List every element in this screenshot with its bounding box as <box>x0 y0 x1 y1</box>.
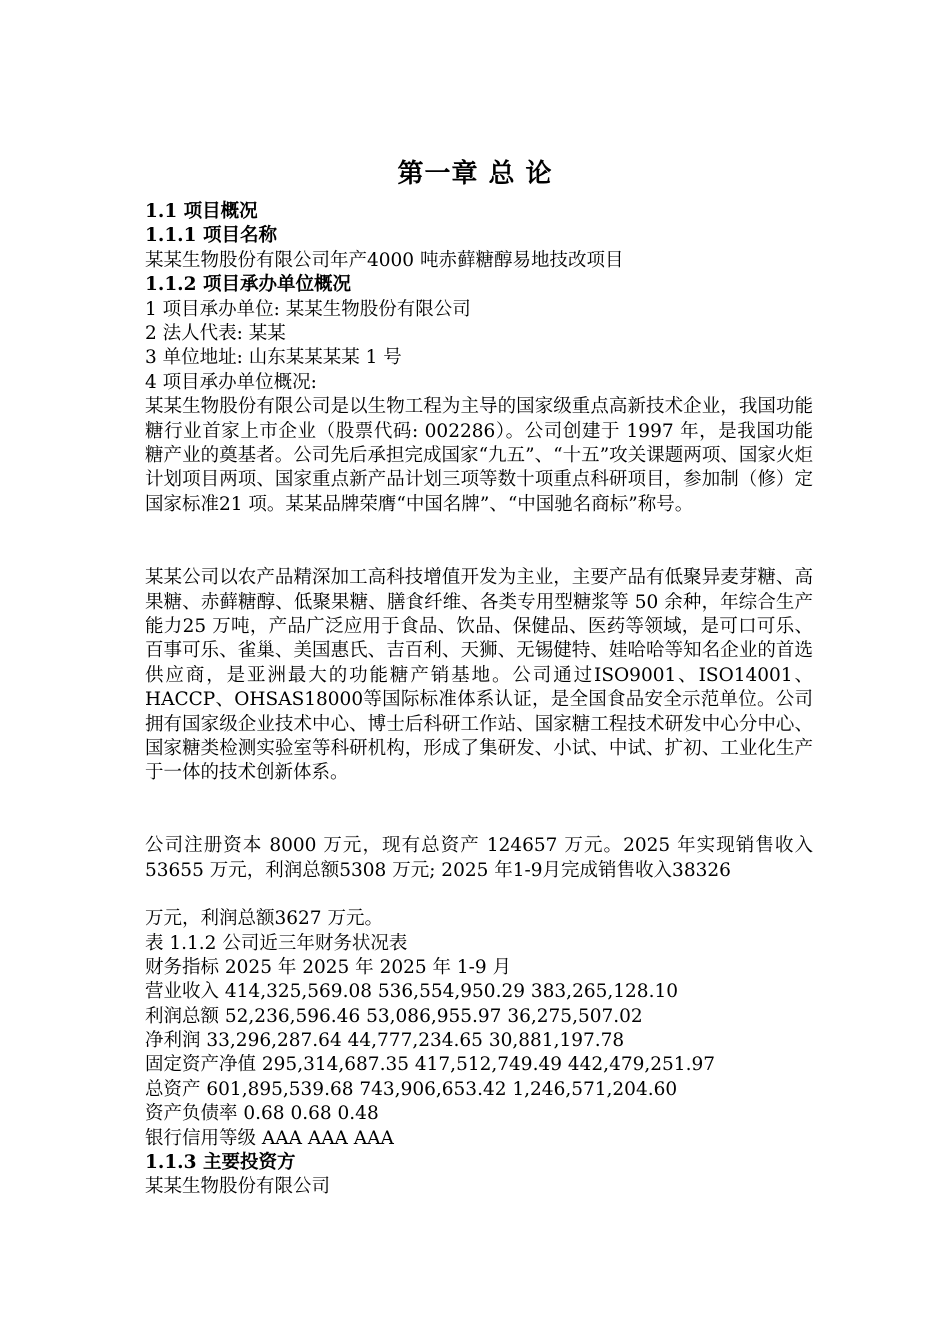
company-intro-paragraph: 某某生物股份有限公司是以生物工程为主导的国家级重点高新技术企业，我国功能糖行业首家上市企业（股票代码: 002286）。公司创建于 1997 年，是我国功能糖产业的奠基者。公司先后承担完成国家“九五”、“十五”攻关课题两项、国家火炬计划项目两项、国家重点新产品计划三项等数十项重点科研项目，参加制（修）定国家标准21 项。某某品牌荣膺“中国名牌”、“中国驰名商标”称号。 <box>145 396 813 515</box>
company-business-paragraph-wrap <box>145 566 813 834</box>
list-item: 2 法人代表: 某某 <box>145 322 286 344</box>
company-finance-paragraph-cont: 万元，利润总额3627 万元。 <box>145 908 383 930</box>
table-row: 营业收入 414,325,569.08 536,554,950.29 383,265,128.10 <box>145 981 678 1003</box>
company-intro-paragraph-wrap <box>145 395 813 566</box>
list-item: 4 项目承办单位概况: <box>145 371 317 393</box>
table-row: 资产负债率 0.68 0.68 0.48 <box>145 1103 379 1125</box>
section-1-1-heading: 1.1 项目概况 <box>145 201 258 222</box>
section-1-1-1-heading: 1.1.1 项目名称 <box>145 225 277 247</box>
finance-table-caption: 表 1.1.2 公司近三年财务状况表 <box>145 932 408 954</box>
finance-table-header: 财务指标 2025 年 2025 年 2025 年 1-9 月 <box>145 956 512 978</box>
section-1-1-3-heading: 1.1.3 主要投资方 <box>145 1152 296 1174</box>
table-row: 银行信用等级 AAA AAA AAA <box>145 1127 394 1149</box>
section-1-1-2-heading: 1.1.2 项目承办单位概况 <box>145 274 351 296</box>
main-investor-text: 某某生物股份有限公司 <box>145 1176 331 1198</box>
table-row: 固定资产净值 295,314,687.35 417,512,749.49 442,479,251.97 <box>145 1054 715 1076</box>
table-row: 总资产 601,895,539.68 743,906,653.42 1,246,571,204.60 <box>145 1078 678 1100</box>
project-name-text: 某某生物股份有限公司年产4000 吨赤藓糖醇易地技改项目 <box>145 249 624 271</box>
table-row: 利润总额 52,236,596.46 53,086,955.97 36,275,507.02 <box>145 1005 643 1027</box>
list-item: 3 单位地址: 山东某某某某 1 号 <box>145 347 402 369</box>
chapter-title: 第一章 总 论 <box>397 159 553 189</box>
company-finance-paragraph-wrap <box>145 834 813 907</box>
company-finance-paragraph: 公司注册资本 8000 万元，现有总资产 124657 万元。2025 年实现销售收入53655 万元，利润总额5308 万元; 2025 年1-9月完成销售收入38326 <box>145 835 813 881</box>
document-body <box>145 200 813 1200</box>
company-business-paragraph: 某某公司以农产品精深加工高科技增值开发为主业，主要产品有低聚异麦芽糖、高果糖、赤藓糖醇、低聚果糖、膳食纤维、各类专用型糖浆等 50 余种，年综合生产能力25 万吨，产品广泛应用于食品、饮品、保健品、医药等领域，是可口可乐、百事可乐、雀巢、美国惠氏、吉百利、天狮、无锡健特、娃哈哈等知名企业的首选供应商，是亚洲最大的功能糖产销基地。公司通过ISO9001、ISO14001、HACCP、OHSAS18000等国际标准体系认证，是全国食品安全示范单位。公司拥有国家级企业技术中心、博士后科研工作站、国家糖工程技术研发中心分中心、国家糖类检测实验室等科研机构，形成了集研发、小试、中试、扩初、工业化生产于一体的技术创新体系。 <box>145 567 813 784</box>
table-row: 净利润 33,296,287.64 44,777,234.65 30,881,197.78 <box>145 1030 625 1052</box>
list-item: 1 项目承办单位: 某某生物股份有限公司 <box>145 298 471 320</box>
